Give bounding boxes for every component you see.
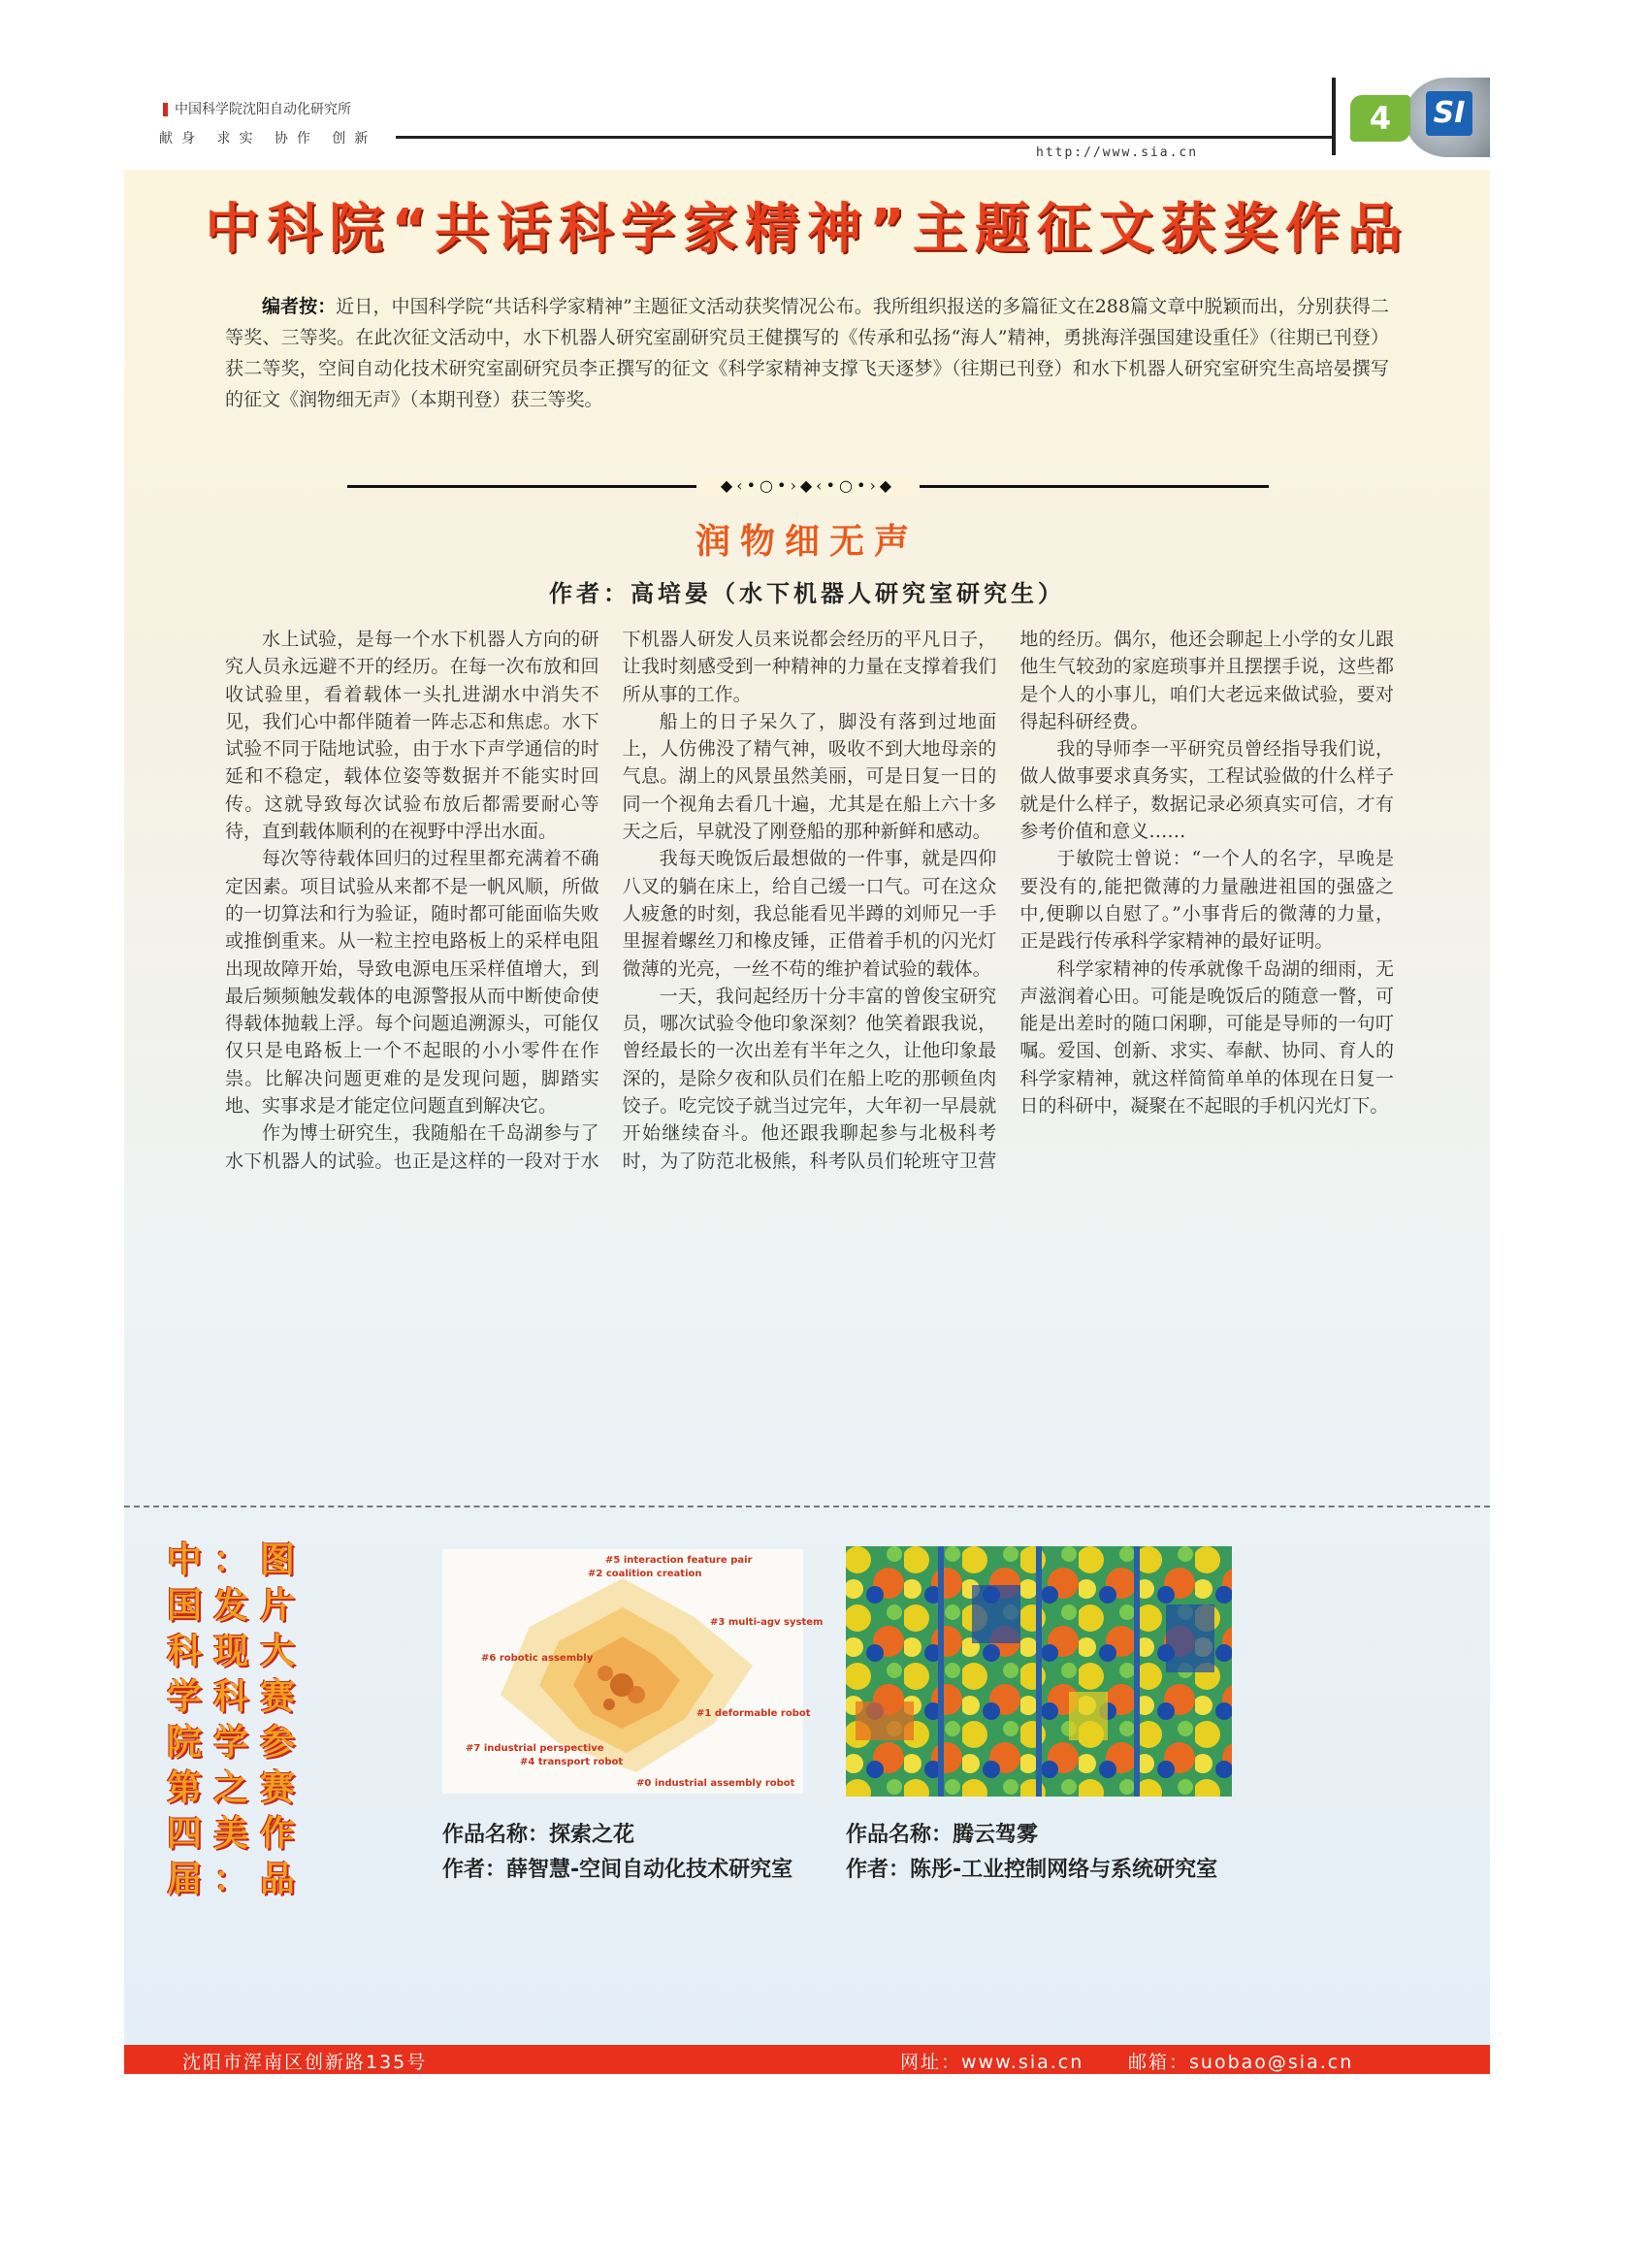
contest-char: 之 (212, 1768, 248, 1808)
heatmap-figure (846, 1546, 1232, 1797)
article-paragraph: 每次等待载体回归的过程里都充满着不确定因素。项目试验从来都不是一帆风顺，所做的一切算法和行为验证，随时都可能面临失败或推倒重来。从一粒主控电路板上的采样电阻出现故障开始，导致电源电压采样值增大，到最后频频触发载体的电源警报从而中断使命使得载体抛载上浮。每个问题追溯源头，可能仅仅只是电路板上一个不起眼的小小零件在作祟。比解决问题更难的是发现问题，脚踏实地、实事求是才能定位问题直到解决它。 (225, 848, 599, 1118)
newsletter-page (124, 78, 1490, 2071)
contest-char: 学 (166, 1677, 202, 1717)
figure-label: #5 interaction feature pair (605, 1555, 753, 1566)
contest-char: 大 (259, 1632, 295, 1671)
work2-author-label: 作者： (846, 1858, 911, 1882)
main-title: 中科院“共话科学家精神”主题征文获奖作品 (205, 198, 1409, 261)
article-paragraph: 一天，我问起经历十分丰富的曾俊宝研究员，哪次试验令他印象深刻？他笑着跟我说，曾经最长的一次出差有半年之久，让他印象最深的，是除夕夜和队员们在船上吃的那顿鱼肉饺子。吃完饺子就当过完年，大年初一早晨就开始继续奋斗。他还跟我聊起参与北极科考时，为了防范北极熊，科考队员们轮班守卫营地的经历。偶尔，他还会聊起上小学的女儿跟他生气较劲的家庭琐事并且摆摆手说，这些都是个人的小事儿，咱们大老远来做试验，要对得起科研经费。 (622, 629, 1394, 1172)
header-rule (396, 136, 1332, 139)
contest-char: 片 (259, 1586, 295, 1626)
article-paragraph: 作为博士研究生，我随船在千岛湖参与了水下机器人的试验。也正是这样的一段对于水下机器人研发人员来说都会经历的平凡日子，让我时刻感受到一种精神的力量在支撑着我们所从事的工作。 (225, 629, 997, 1172)
article-paragraph: 我的导师李一平研究员曾经指导我们说，做人做事要求真务实，工程试验做的什么样子就是什么样子，数据记录必须真实可信，才有参考价值和意义…… (1019, 738, 1394, 843)
work1-name-value: 探索之花 (549, 1823, 635, 1847)
artwork-flower-image (442, 1549, 824, 1794)
contest-char: 作 (259, 1814, 295, 1854)
work2-name-value: 腾云驾雾 (953, 1823, 1039, 1847)
figure-label: #3 multi-agv system (710, 1617, 824, 1628)
figure-label: #7 industrial perspective (466, 1743, 604, 1754)
header-red-mark (163, 103, 168, 116)
work1-author-value: 薛智慧-空间自动化技术研究室 (506, 1858, 793, 1882)
footer-website[interactable]: 网址：www.sia.cn (900, 2052, 1084, 2073)
figure-label: #1 deformable robot (696, 1708, 811, 1719)
contest-char: ： (212, 1540, 248, 1580)
article-paragraph: 科学家精神的传承就像千岛湖的细雨，无声滋润着心田。可能是晚饭后的随意一瞥，可能是出差时的随口闲聊，可能是导师的一句叮嘱。爱国、创新、求实、奉献、协同、育人的科学家精神，就这样简简单单的体现在日复一日的科研中，凝聚在不起眼的手机闪光灯下。 (1019, 957, 1394, 1118)
editor-note (225, 291, 1389, 415)
contest-char: 国 (166, 1586, 202, 1626)
work1-name-label: 作品名称： (442, 1823, 550, 1847)
contest-char: 美 (212, 1814, 248, 1854)
article-paragraph: 我每天晚饭后最想做的一件事，就是四仰八叉的躺在床上，给自己缓一口气。可在这众人疲惫的时刻，我总能看见半蹲的刘师兄一手里握着螺丝刀和橡皮锤，正借着手机的闪光灯微薄的光亮，一丝不苟的维护着试验的载体。 (622, 848, 997, 980)
article-author: 作者：高培晏（水下机器人研究室研究生） (549, 580, 1065, 607)
contest-char: 赛 (259, 1677, 295, 1717)
footer-address: 沈阳市浑南区创新路135号 (182, 2052, 428, 2073)
dashed-separator (124, 1506, 1490, 1507)
work2-author (846, 1853, 1217, 1883)
editor-note-label: 编者按： (262, 296, 337, 317)
work2-name (846, 1818, 1038, 1848)
figure-label: #4 transport robot (520, 1757, 624, 1767)
contest-char: 品 (259, 1860, 295, 1899)
contest-char: 科 (166, 1632, 202, 1671)
contest-char: 四 (166, 1814, 202, 1854)
contest-char: 现 (212, 1632, 248, 1671)
figure-label: #2 coalition creation (588, 1569, 702, 1579)
editor-note-text: 近日，中国科学院“共话科学家精神”主题征文活动获奖情况公布。我所组织报送的多篇征文在288篇文章中脱颖而出，分别获得二等奖、三等奖。在此次征文活动中，水下机器人研究室副研究员王健撰写的《传承和弘扬“海人”精神，勇挑海洋强国建设重任》（往期已刊登）获二等奖，空间自动化技术研究室副研究员李正撰写的征文《科学家精神支撑飞天逐梦》（往期已刊登）和水下机器人研究室研究生高培晏撰写的征文《润物细无声》（本期刊登）获三等奖。 (225, 296, 1389, 410)
artwork-cloud-image (846, 1546, 1232, 1797)
work1-author-label: 作者： (442, 1858, 507, 1882)
article-paragraph: 船上的日子呆久了，脚没有落到过地面上，人仿佛没了精气神，吸收不到大地母亲的气息。湖上的风景虽然美丽，可是日复一日的同一个视角去看几十遍，尤其是在船上六十多天之后，早就没了刚登船的那种新鲜和感动。 (622, 710, 997, 843)
contest-char: 发 (212, 1586, 248, 1626)
contest-char: 参 (259, 1723, 295, 1763)
work1-name (442, 1818, 634, 1848)
header-motto: 献身 求实 协作 创新 (159, 131, 377, 146)
header-vertical-rule (1332, 78, 1336, 155)
contest-char: 院 (166, 1723, 202, 1763)
contest-char: 第 (166, 1768, 202, 1808)
work2-author-value: 陈彤-工业控制网络与系统研究室 (910, 1858, 1218, 1882)
contest-char: 科 (212, 1677, 248, 1717)
work2-name-label: 作品名称： (846, 1823, 954, 1847)
header-url[interactable]: http://www.sia.cn (1036, 146, 1199, 160)
divider-ornament: ◆‹•○•›◆‹•○•›◆ (696, 475, 920, 497)
contest-char: 图 (259, 1540, 295, 1580)
page-number-badge: 4 (1350, 95, 1410, 142)
contest-char: 赛 (259, 1768, 295, 1808)
work1-author (442, 1853, 792, 1883)
article-paragraph: 水上试验，是每一个水下机器人方向的研究人员永远避不开的经历。在每一次布放和回收试验里，看着载体一头扎进湖水中消失不见，我们心中都伴随着一阵忐忑和焦虑。水下试验不同于陆地试验，由于水下声学通信的时延和不稳定，载体位姿等数据并不能实时回传。这就导致每次试验布放后都需要耐心等待，直到载体顺利的在视野中浮出水面。 (225, 629, 599, 843)
article-paragraph: 于敏院士曾说：“一个人的名字，早晚是要没有的,能把微薄的力量融进祖国的强盛之中,便聊以自慰了。”小事背后的微薄的力量，正是践行传承科学家精神的最好证明。 (1019, 848, 1394, 953)
article-title: 润物细无声 (695, 522, 919, 562)
page-footer (124, 2045, 1490, 2074)
article-body (225, 626, 1394, 1538)
contest-char: 届 (166, 1860, 202, 1899)
page-header (124, 78, 1490, 170)
contest-vertical-title (165, 1533, 310, 1901)
header-org-name: 中国科学院沈阳自动化研究所 (175, 102, 351, 117)
figure-label: #0 industrial assembly robot (636, 1778, 795, 1789)
contest-char: 中 (166, 1540, 202, 1580)
flower-figure (442, 1549, 824, 1794)
contest-char: ： (212, 1860, 248, 1899)
sia-logo: SI (1426, 91, 1472, 136)
contest-char: 学 (212, 1723, 248, 1763)
figure-label: #6 robotic assembly (481, 1653, 594, 1664)
footer-email[interactable]: 邮箱：suobao@sia.cn (1128, 2052, 1354, 2073)
